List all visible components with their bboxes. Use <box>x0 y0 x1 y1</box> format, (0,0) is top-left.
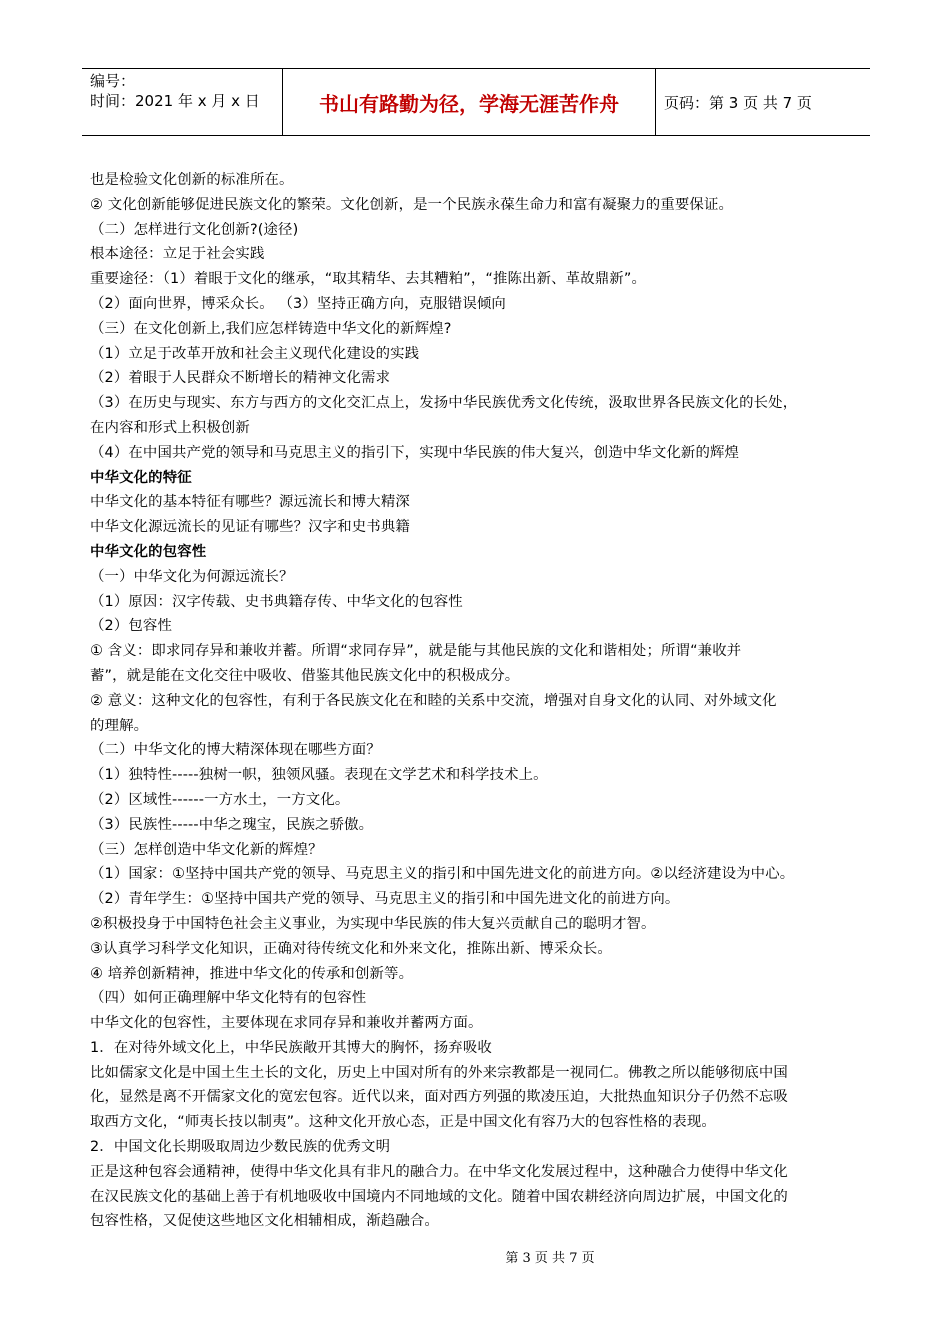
body-line: 也是检验文化创新的标准所在。 <box>90 172 294 188</box>
body-line: （2）面向世界，博采众长。 （3）坚持正确方向，克服错误倾向 <box>90 295 506 312</box>
body-line: （二）中华文化的博大精深体现在哪些方面？ <box>90 742 381 759</box>
section-heading: 中华文化的特征 <box>90 469 192 486</box>
body-line: （二）怎样进行文化创新?(途径) <box>90 221 299 238</box>
body-line: ④ 培养创新精神，推进中华文化的传承和创新等。 <box>90 965 414 982</box>
body-line: 的理解。 <box>90 717 149 734</box>
body-line: ② 文化创新能够促进民族文化的繁荣。文化创新，是一个民族永葆生命力和富有凝聚力的重要保证。 <box>90 196 734 213</box>
body-line: 中华文化的基本特征有哪些？源远流长和博大精深 <box>90 494 410 511</box>
body-line: 2．中国文化长期吸取周边少数民族的优秀文明 <box>90 1139 391 1156</box>
body-line: （一）中华文化为何源远流长？ <box>90 568 294 585</box>
page-header <box>82 68 870 136</box>
body-line: （3）民族性-----中华之瑰宝，民族之骄傲。 <box>90 816 374 833</box>
body-line: ① 含义：即求同存异和兼收并蓄。所谓“求同存异”，就是能与其他民族的文化和谐相处；所谓“兼收并 <box>90 643 742 660</box>
header-number-label: 编号： <box>90 72 136 90</box>
body-line: 取西方文化，“师夷长技以制夷”。这种文化开放心态，正是中国文化有容乃大的包容性格的表现。 <box>90 1114 716 1131</box>
body-line: （三）怎样创造中华文化新的辉煌？ <box>90 841 323 858</box>
body-line: （1）立足于改革开放和社会主义现代化建设的实践 <box>90 345 420 362</box>
header-time-label: 时间：2021 年 x 月 x 日 <box>90 92 260 110</box>
body-line: 在内容和形式上积极创新 <box>90 419 250 436</box>
body-line: （1）国家：①坚持中国共产党的领导、马克思主义的指引和中国先进文化的前进方向。②以经济建设为中心。 <box>90 866 795 883</box>
header-page-info: 页码：第 3 页 共 7 页 <box>664 93 812 112</box>
body-line: （1）独特性-----独树一帜，独领风骚。表现在文学艺术和科学技术上。 <box>90 767 548 784</box>
header-motto: 书山有路勤为径，学海无涯苦作舟 <box>282 69 656 135</box>
header-meta <box>82 69 282 135</box>
footer-page-number: 第 3 页 共 7 页 <box>505 1251 595 1266</box>
section-heading: 中华文化的包容性 <box>90 543 207 560</box>
body-line: （3）在历史与现实、东方与西方的文化交汇点上，发扬中华民族优秀文化传统，汲取世界各民族文化的长处， <box>90 395 798 412</box>
body-line: 根本途径：立足于社会实践 <box>90 246 265 263</box>
body-line: 蓄”，就是能在文化交往中吸收、借鉴其他民族文化中的积极成分。 <box>90 667 520 684</box>
body-line: （1）原因：汉字传载、史书典籍存传、中华文化的包容性 <box>90 593 463 610</box>
body-line: 化，显然是离不开儒家文化的宽宏包容。近代以来，面对西方列强的欺凌压迫，大批热血知识分子仍然不忘吸 <box>90 1089 788 1106</box>
body-line: 中华文化的包容性，主要体现在求同存异和兼收并蓄两方面。 <box>90 1015 483 1032</box>
body-line: （2）青年学生：①坚持中国共产党的领导、马克思主义的指引和中国先进文化的前进方向。 <box>90 891 680 908</box>
body-line: 正是这种包容会通精神，使得中华文化具有非凡的融合力。在中华文化发展过程中，这种融合力使得中华文化 <box>90 1163 788 1180</box>
body-line: ③认真学习科学文化知识，正确对待传统文化和外来文化，推陈出新、博采众长。 <box>90 940 612 957</box>
body-line: （2）区域性------一方水土，一方文化。 <box>90 791 350 808</box>
page-footer <box>0 1247 950 1266</box>
body-line: ②积极投身于中国特色社会主义事业，为实现中华民族的伟大复兴贡献自己的聪明才智。 <box>90 915 656 932</box>
body-line: 包容性格，又促使这些地区文化相辅相成，渐趋融合。 <box>90 1213 439 1230</box>
body-line: （四）如何正确理解中华文化特有的包容性 <box>90 990 367 1007</box>
body-line: ② 意义：这种文化的包容性，有利于各民族文化在和睦的关系中交流，增强对自身文化的认同、对外域文化 <box>90 692 777 709</box>
body-line: 1．在对待外域文化上，中华民族敞开其博大的胸怀，扬弃吸收 <box>90 1039 492 1056</box>
body-line: （三）在文化创新上,我们应怎样铸造中华文化的新辉煌? <box>90 320 452 337</box>
body-line: 在汉民族文化的基础上善于有机地吸收中国境内不同地域的文化。随着中国农耕经济向周边扩展，中国文化的 <box>90 1188 788 1205</box>
body-line: 中华文化源远流长的见证有哪些？汉字和史书典籍 <box>90 519 410 536</box>
body-line: （2）着眼于人民群众不断增长的精神文化需求 <box>90 370 391 387</box>
body-line: 比如儒家文化是中国土生土长的文化，历史上中国对所有的外来宗教都是一视同仁。佛教之所以能够彻底中国 <box>90 1064 788 1081</box>
body-line: 重要途径：（1）着眼于文化的继承，“取其精华、去其糟粕”，“推陈出新、革故鼎新”。 <box>90 271 646 288</box>
body-line: （2）包容性 <box>90 618 173 635</box>
body-line: （4）在中国共产党的领导和马克思主义的指引下，实现中华民族的伟大复兴，创造中华文化新的辉煌 <box>90 444 740 461</box>
document-body <box>90 168 880 1234</box>
